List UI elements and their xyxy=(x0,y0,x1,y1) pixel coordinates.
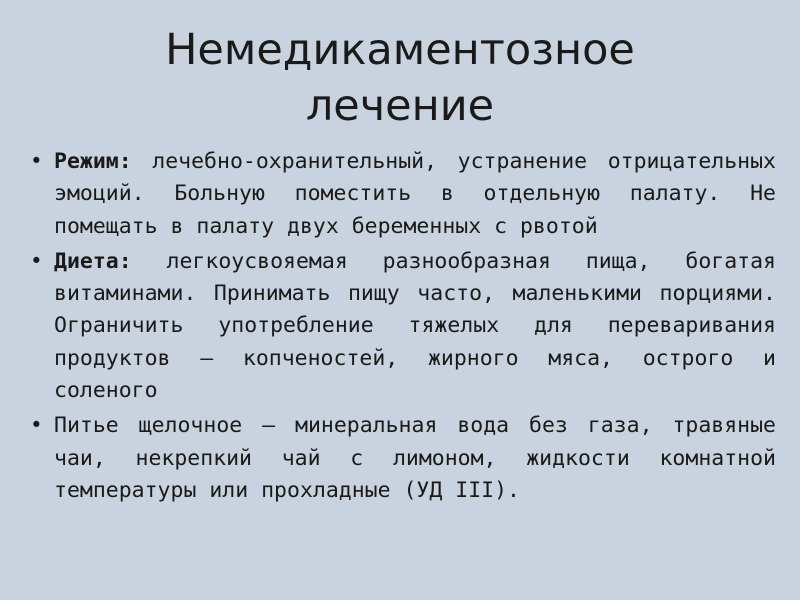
bullet-text: Питье щелочное – минеральная вода без газа, травяные чаи, некрепкий чай с лимоном, жидкости комнатной температуры или прохладные (УД III). xyxy=(54,413,776,503)
slide-title-line-2: лечение xyxy=(305,81,495,131)
bullet-item-diet xyxy=(30,246,776,407)
slide-title xyxy=(0,22,800,134)
bullet-item-regime xyxy=(30,146,776,243)
bullet-label: Режим: xyxy=(54,149,132,174)
bullet-label: Диета: xyxy=(54,248,132,274)
bullet-list xyxy=(30,146,776,510)
bullet-text: лечебно-охранительный, устранение отрицательных эмоций. Больную поместить в отдельную палату. Не помещать в палату двух беременных с рвотой xyxy=(54,149,776,239)
bullet-dot-icon: • xyxy=(30,413,43,439)
bullet-dot-icon: • xyxy=(30,149,43,174)
bullet-dot-icon: • xyxy=(30,248,43,274)
bullet-text: легкоусвояемая разнообразная пища, богатая витаминами. Принимать пищу часто, маленькими порциями. Ограничить употребление тяжелых для переваривания продуктов – копченостей, жирного мяса, острого и соленого xyxy=(54,248,776,404)
bullet-item-drinking xyxy=(30,410,776,507)
slide-title-line-1: Немедикаментозное xyxy=(165,25,635,75)
